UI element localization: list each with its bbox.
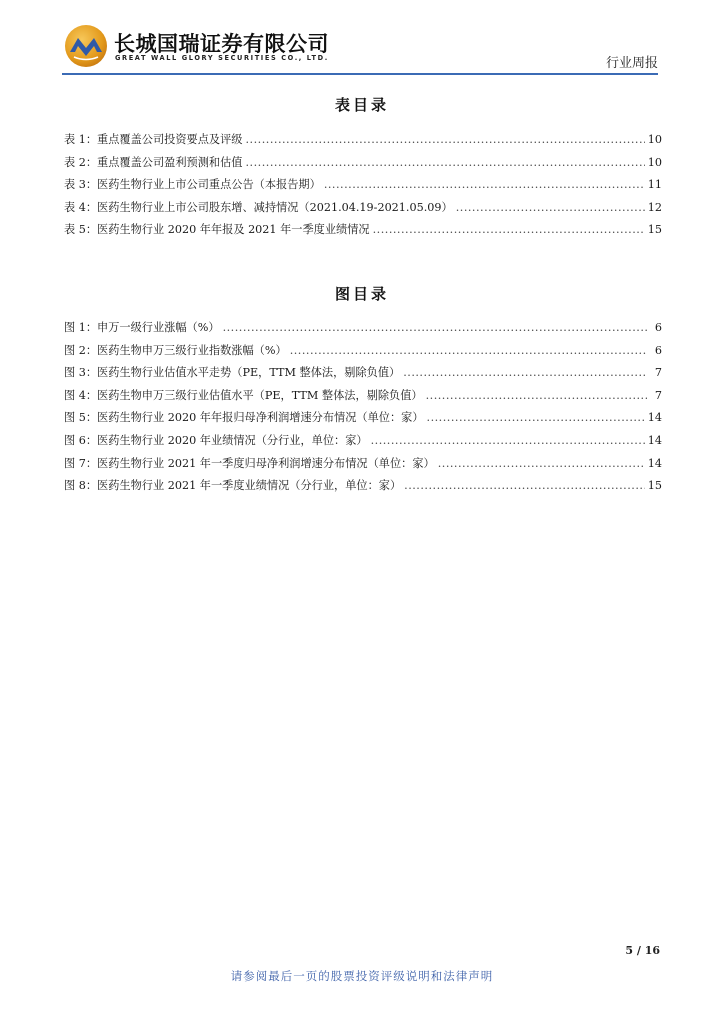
- toc-entry[interactable]: [64, 199, 662, 222]
- toc-entry[interactable]: [64, 154, 662, 177]
- toc-entry-page: 7: [654, 366, 662, 380]
- toc-leader-dots: [373, 223, 645, 236]
- toc-entry-label: 图 5：医药生物行业 2020 年年报归母净利润增速分布情况（单位：家）: [64, 411, 424, 425]
- toc-entry-page: 15: [647, 479, 662, 493]
- toc-entry-label: 表 5：医药生物行业 2020 年年报及 2021 年一季度业绩情况: [64, 223, 370, 237]
- footer-disclaimer[interactable]: 请参阅最后一页的股票投资评级说明和法律声明: [230, 969, 494, 983]
- brand-name-en: GREAT WALL GLORY SECURITIES CO., LTD.: [115, 54, 329, 62]
- toc-entry-label: 图 4：医药生物申万三级行业估值水平（PE，TTM 整体法，剔除负值）: [64, 388, 423, 402]
- toc-entry[interactable]: [64, 409, 662, 432]
- toc-leader-dots: [246, 133, 645, 146]
- figures-toc-title: 图目录: [334, 285, 389, 303]
- toc-entry[interactable]: [64, 477, 662, 500]
- toc-entry[interactable]: [64, 364, 662, 387]
- toc-leader-dots: [456, 201, 645, 214]
- toc-leader-dots: [290, 344, 647, 357]
- great-wall-glory-logo-icon: [64, 24, 108, 68]
- toc-entry-label: 图 2：医药生物申万三级行业指数涨幅（%）: [64, 343, 287, 357]
- page-number: 5 / 16: [625, 944, 660, 957]
- toc-leader-dots: [427, 411, 645, 424]
- tables-toc-list: [64, 131, 662, 244]
- toc-entry-label: 表 1：重点覆盖公司投资要点及评级: [64, 133, 243, 146]
- toc-leader-dots: [246, 156, 645, 169]
- toc-entry-label: 表 3：医药生物行业上市公司重点公告（本报告期）: [64, 178, 321, 192]
- toc-entry-page: 14: [647, 411, 662, 425]
- toc-entry-page: 14: [647, 456, 662, 470]
- toc-leader-dots: [426, 389, 647, 402]
- toc-entry-page: 6: [654, 343, 662, 357]
- toc-entry-label: 图 3：医药生物行业估值水平走势（PE，TTM 整体法，剔除负值）: [64, 366, 401, 380]
- toc-leader-dots: [403, 366, 647, 379]
- brand-name-cn: 长城国瑞证券有限公司: [114, 32, 329, 56]
- toc-entry-page: 15: [647, 223, 662, 237]
- toc-entry[interactable]: [64, 455, 662, 478]
- toc-entry[interactable]: [64, 432, 662, 455]
- report-type-label: 行业周报: [605, 56, 658, 71]
- header-divider: [62, 73, 658, 75]
- toc-entry-page: 12: [647, 200, 662, 214]
- toc-entry-page: 10: [647, 133, 662, 146]
- toc-entry-label: 图 1：申万一级行业涨幅（%）: [64, 321, 220, 334]
- toc-entry-label: 表 2：重点覆盖公司盈利预测和估值: [64, 155, 243, 169]
- tables-toc-title: 表目录: [334, 96, 389, 114]
- toc-entry[interactable]: [64, 221, 662, 244]
- toc-entry[interactable]: [64, 319, 662, 342]
- toc-entry[interactable]: [64, 131, 662, 154]
- toc-entry-label: 图 6：医药生物行业 2020 年业绩情况（分行业，单位：家）: [64, 433, 368, 447]
- figures-toc-list: [64, 319, 662, 500]
- toc-leader-dots: [324, 178, 645, 191]
- toc-leader-dots: [438, 457, 645, 470]
- toc-entry-page: 14: [647, 433, 662, 447]
- toc-entry[interactable]: [64, 387, 662, 410]
- toc-entry-page: 7: [654, 388, 662, 402]
- page-header: [0, 0, 724, 78]
- toc-entry[interactable]: [64, 176, 662, 199]
- toc-leader-dots: [371, 434, 645, 447]
- toc-entry-label: 表 4：医药生物行业上市公司股东增、减持情况（2021.04.19-2021.05.09）: [64, 200, 453, 214]
- toc-entry-label: 图 7：医药生物行业 2021 年一季度归母净利润增速分布情况（单位：家）: [64, 456, 435, 470]
- toc-entry[interactable]: [64, 342, 662, 365]
- toc-entry-page: 10: [647, 155, 662, 169]
- toc-leader-dots: [404, 479, 645, 492]
- toc-leader-dots: [223, 321, 647, 334]
- toc-entry-label: 图 8：医药生物行业 2021 年一季度业绩情况（分行业，单位：家）: [64, 479, 402, 493]
- toc-entry-page: 6: [654, 321, 662, 334]
- toc-entry-page: 11: [647, 178, 662, 192]
